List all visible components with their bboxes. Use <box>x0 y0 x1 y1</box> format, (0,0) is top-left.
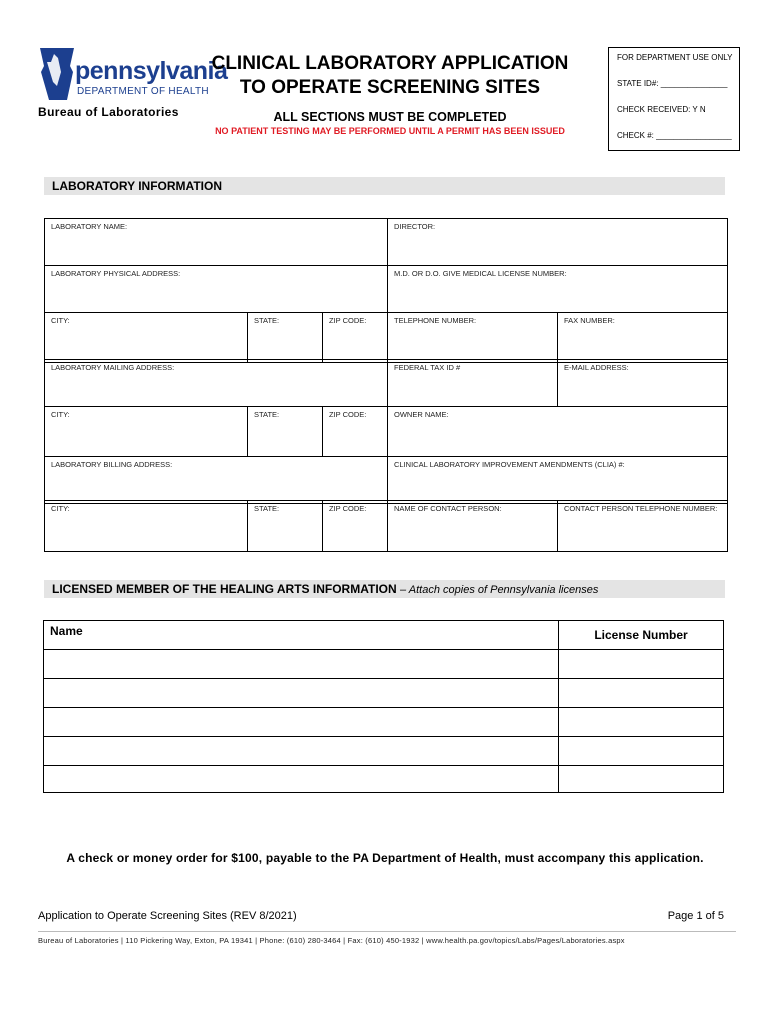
col-name-header: Name <box>43 620 559 650</box>
no-patient-warning: NO PATIENT TESTING MAY BE PERFORMED UNTIL A PERMIT HAS BEEN ISSUED <box>215 126 565 136</box>
logo-dept: DEPARTMENT OF HEALTH <box>77 86 209 97</box>
license-input-2[interactable] <box>558 678 724 708</box>
all-sections-notice: ALL SECTIONS MUST BE COMPLETED <box>273 110 507 124</box>
physical-city-field[interactable]: CITY: <box>44 312 248 363</box>
clia-field[interactable]: CLINICAL LABORATORY IMPROVEMENT AMENDMENTS (CLIA) #: <box>387 456 728 504</box>
page-title-line2: TO OPERATE SCREENING SITES <box>239 77 541 98</box>
billing-state-field[interactable]: STATE: <box>247 500 323 552</box>
billing-city-field[interactable]: CITY: <box>44 500 248 552</box>
form-id: Application to Operate Screening Sites (REV 8/2021) <box>38 910 297 922</box>
mailing-zip-field[interactable]: ZIP CODE: <box>322 406 388 457</box>
logo-name: pennsylvania <box>75 57 228 85</box>
owner-name-field[interactable]: OWNER NAME: <box>387 406 728 457</box>
pa-keystone-logo <box>37 46 77 102</box>
license-input-4[interactable] <box>558 736 724 766</box>
name-input-2[interactable] <box>43 678 559 708</box>
mailing-address-field[interactable]: LABORATORY MAILING ADDRESS: <box>44 359 388 407</box>
footer-divider <box>38 931 736 932</box>
fax-field[interactable]: FAX NUMBER: <box>557 312 728 363</box>
mailing-state-field[interactable]: STATE: <box>247 406 323 457</box>
physical-address-field[interactable]: LABORATORY PHYSICAL ADDRESS: <box>44 265 388 313</box>
state-id-field[interactable]: STATE ID#: _______________ <box>617 79 728 88</box>
license-input-1[interactable] <box>558 649 724 679</box>
name-input-3[interactable] <box>43 707 559 737</box>
physical-state-field[interactable]: STATE: <box>247 312 323 363</box>
billing-zip-field[interactable]: ZIP CODE: <box>322 500 388 552</box>
healing-arts-title: LICENSED MEMBER OF THE HEALING ARTS INFORMATION <box>52 582 397 596</box>
name-input-1[interactable] <box>43 649 559 679</box>
lab-name-field[interactable]: LABORATORY NAME: <box>44 218 388 266</box>
healing-arts-subtitle: – Attach copies of Pennsylvania licenses <box>400 584 599 596</box>
license-input-3[interactable] <box>558 707 724 737</box>
telephone-field[interactable]: TELEPHONE NUMBER: <box>387 312 558 363</box>
check-number-field[interactable]: CHECK #: _________________ <box>617 131 732 140</box>
footer-address: Bureau of Laboratories | 110 Pickering Way, Exton, PA 19341 | Phone: (610) 280-3464 | Fax: (610) 450-1932 | www.health.pa.gov/topics/Labs/Pages/Laboratories.aspx <box>38 936 625 945</box>
lab-info-header: LABORATORY INFORMATION <box>44 177 725 195</box>
check-received-field[interactable]: CHECK RECEIVED: Y N <box>617 105 706 114</box>
name-input-5[interactable] <box>43 765 559 793</box>
director-field[interactable]: DIRECTOR: <box>387 218 728 266</box>
page-number: Page 1 of 5 <box>667 910 724 922</box>
physical-zip-field[interactable]: ZIP CODE: <box>322 312 388 363</box>
dept-box-title: FOR DEPARTMENT USE ONLY <box>617 53 733 62</box>
name-input-4[interactable] <box>43 736 559 766</box>
license-input-5[interactable] <box>558 765 724 793</box>
payment-note: A check or money order for $100, payable to the PA Department of Health, must accompany this application. <box>66 851 704 865</box>
federal-tax-id-field[interactable]: FEDERAL TAX ID # <box>387 359 558 407</box>
department-use-box <box>608 47 740 151</box>
col-license-header: License Number <box>558 620 724 650</box>
email-field[interactable]: E-MAIL ADDRESS: <box>557 359 728 407</box>
bureau-label: Bureau of Laboratories <box>38 105 179 119</box>
healing-arts-header <box>44 580 725 598</box>
billing-address-field[interactable]: LABORATORY BILLING ADDRESS: <box>44 456 388 504</box>
medical-license-field[interactable]: M.D. OR D.O. GIVE MEDICAL LICENSE NUMBER: <box>387 265 728 313</box>
page-title-line1: CLINICAL LABORATORY APPLICATION <box>211 53 569 74</box>
mailing-city-field[interactable]: CITY: <box>44 406 248 457</box>
contact-name-field[interactable]: NAME OF CONTACT PERSON: <box>387 500 558 552</box>
contact-phone-field[interactable]: CONTACT PERSON TELEPHONE NUMBER: <box>557 500 728 552</box>
